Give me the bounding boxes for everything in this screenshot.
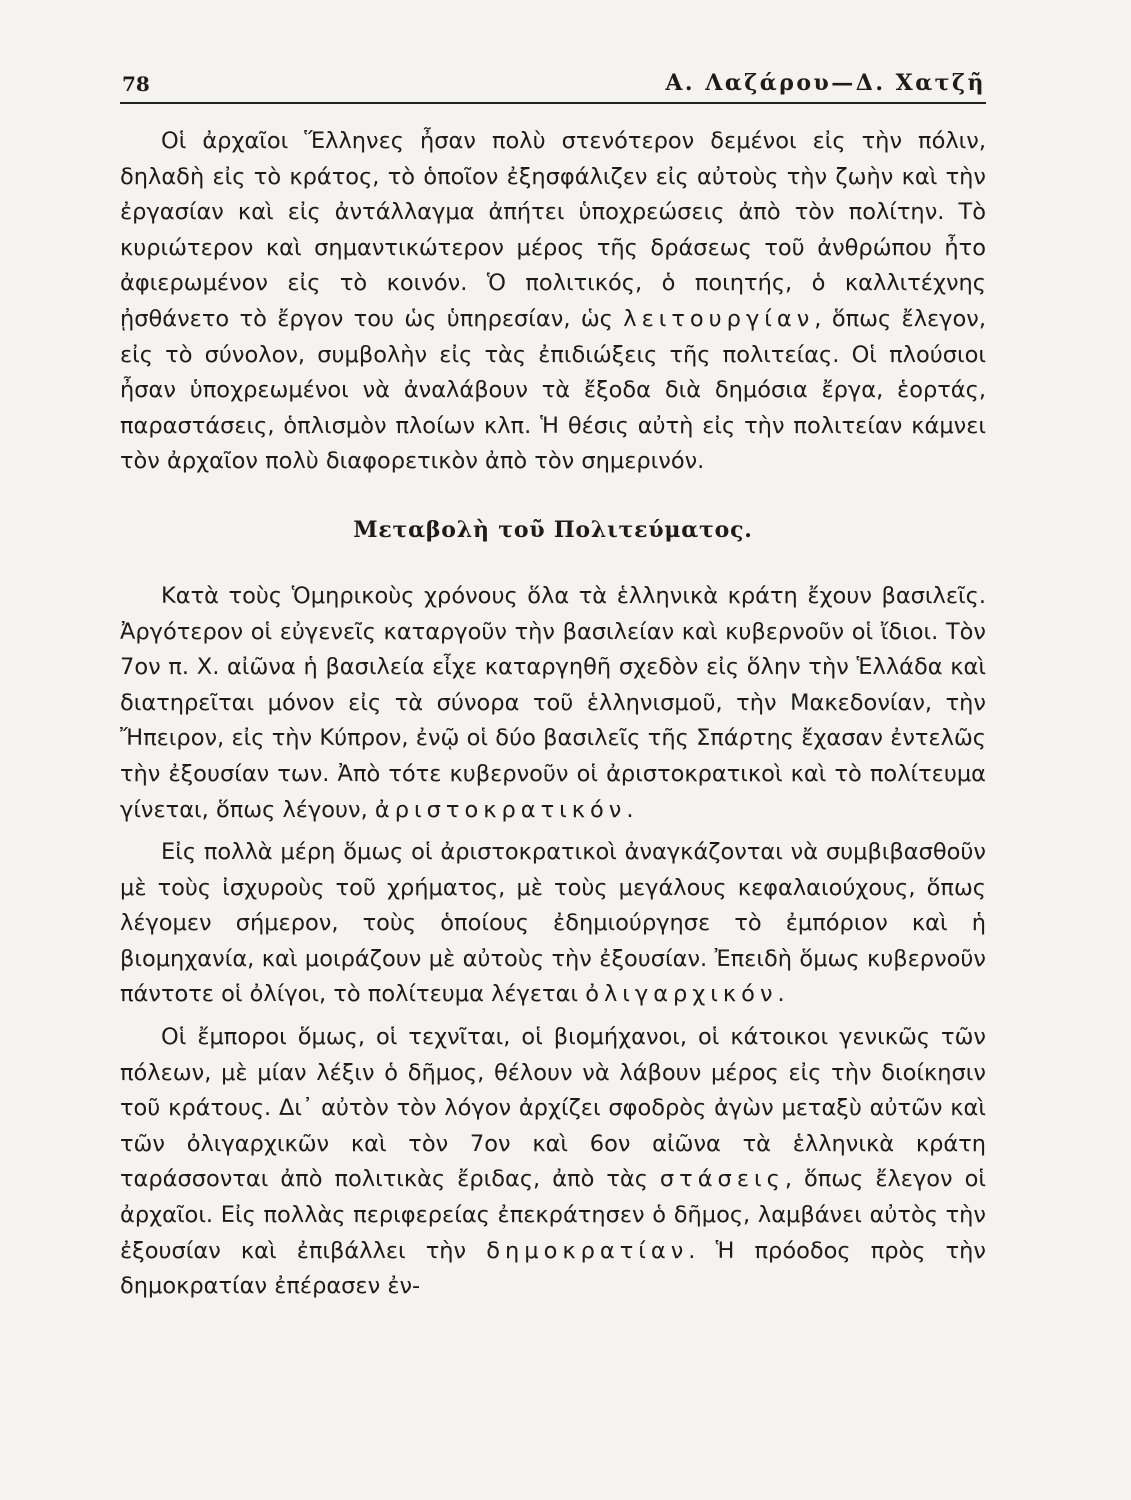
paragraph-text: Κατὰ τοὺς Ὁμηρικοὺς χρόνους ὅλα τὰ ἑλληνικὰ κράτη ἔχουν βασιλεῖς. Ἀργότερον οἱ εὐγενεῖς καταργοῦν τὴν βασιλείαν καὶ κυβερνοῦν οἱ ἴδιοι. Τὸν 7ον π. Χ. αἰῶνα ἡ βασιλεία εἶχε καταργηθῆ σχεδὸν εἰς ὅλην τὴν Ἑλλάδα καὶ διατηρεῖται μόνον εἰς τὰ σύνορα τοῦ ἑλληνισμοῦ, τὴν Μακεδονίαν, τὴν Ἤπειρον, εἰς τὴν Κύπρον, ἐνῷ οἱ δύο βασιλεῖς τῆς Σπάρτης ἔχασαν ἐντελῶς τὴν ἐξουσίαν των. Ἀπὸ τότε κυβερνοῦν οἱ ἀριστοκρατικοὶ καὶ τὸ πολίτευμα γίνεται, ὅπως λέγουν, [120, 582, 986, 823]
page-number: 78 [122, 72, 150, 96]
paragraph-democracy [120, 1020, 986, 1305]
running-head: Α. Λαζάρου—Δ. Χατζῆ [665, 70, 986, 96]
paragraph-text: Οἱ ἀρχαῖοι Ἕλληνες ἦσαν πολὺ στενότερον δεμένοι εἰς τὴν πόλιν, δηλαδὴ εἰς τὸ κράτος, τὸ ὁποῖον ἐξησφάλιζεν εἰς αὐτοὺς τὴν ζωὴν καὶ τὴν ἐργασίαν καὶ εἰς ἀντάλλαγμα ἀπήτει ὑποχρεώσεις ἀπὸ τὸν πολίτην. Τὸ κυριώτερον καὶ σημαντικώτερον μέρος τῆς δράσεως τοῦ ἀνθρώπου ἦτο ἀφιερωμένον εἰς τὸ κοινόν. Ὁ πολιτικός, ὁ ποιητής, ὁ καλλιτέχνης ᾐσθάνετο τὸ ἔργον του ὡς ὑπηρεσίαν, ὡς [120, 128, 986, 332]
section-heading: Μεταβολὴ τοῦ Πολιτεύματος. [353, 516, 753, 543]
paragraph-text: . [777, 981, 785, 1008]
page-header [120, 70, 986, 104]
paragraph-text: . Ἡ πρόοδος πρὸς τὴν δημοκρατίαν ἐπέρασεν ἐν- [120, 1237, 986, 1300]
spaced-emphasis-term: δημοκρατίαν [486, 1237, 689, 1264]
paragraph-citizens-and-state [120, 124, 986, 480]
paragraph-text: Οἱ ἔμποροι ὅμως, οἱ τεχνῖται, οἱ βιομήχανοι, οἱ κάτοικοι γενικῶς τῶν πόλεων, μὲ μίαν λέξιν ὁ δῆμος, θέλουν νὰ λάβουν μέρος εἰς τὴν διοίκησιν τοῦ κράτους. Δι᾿ αὐτὸν τὸν λόγον ἀρχίζει σφοδρὸς ἀγὼν μεταξὺ αὐτῶν καὶ τῶν ὀλιγαρχικῶν καὶ τὸν 7ον καὶ 6ον αἰῶνα τὰ ἑλληνικὰ κράτη ταράσσονται ἀπὸ πολιτικὰς ἔριδας, ἀπὸ τὰς [120, 1024, 986, 1193]
paragraph-text: Εἰς πολλὰ μέρη ὅμως οἱ ἀριστοκρατικοὶ ἀναγκάζονται νὰ συμβιβασθοῦν μὲ τοὺς ἰσχυροὺς τοῦ χρήματος, μὲ τοὺς μεγάλους κεφαλαιούχους, ὅπως λέγομεν σήμερον, τοὺς ὁποίους ἐδημιούργησε τὸ ἐμπόριον καὶ ἡ βιομηχανία, καὶ μοιράζουν μὲ αὐτοὺς τὴν ἐξουσίαν. Ἐπειδὴ ὅμως κυβερνοῦν πάντοτε οἱ ὀλίγοι, τὸ πολίτευμα λέγεται [120, 839, 986, 1008]
paragraph-text: . [626, 796, 634, 823]
spaced-emphasis-term: λειτουργίαν [623, 305, 815, 332]
paragraph-text: , ὅπως ἔλεγον, εἰς τὸ σύνολον, συμβολὴν εἰς τὰς ἐπιδιώξεις τῆς πολιτείας. Οἱ πλούσιοι ἦσαν ὑποχρεωμένοι νὰ ἀναλάβουν τὰ ἔξοδα διὰ δημόσια ἔργα, ἑορτάς, παραστάσεις, ὁπλισμὸν πλοίων κλπ. Ἡ θέσις αὐτὴ εἰς τὴν πολιτείαν κάμνει τὸν ἀρχαῖον πολὺ διαφορετικὸν ἀπὸ τὸν σημερινόν. [120, 305, 986, 475]
body-text [120, 124, 986, 1305]
spaced-emphasis-term: στάσεις [659, 1166, 785, 1193]
paragraph-monarchy-to-aristocracy [120, 579, 986, 828]
paragraph-oligarchy [120, 835, 986, 1013]
paragraph-text: , ὅπως ἔλεγον οἱ ἀρχαῖοι. Εἰς πολλὰς περιφερείας ἐπεκράτησεν ὁ δῆμος, λαμβάνει αὐτὸς τὴν ἐξουσίαν καὶ ἐπιβάλλει τὴν [120, 1166, 986, 1264]
spaced-emphasis-term: ὀλιγαρχικόν [585, 981, 778, 1008]
spaced-emphasis-term: ἀριστοκρατικόν [374, 796, 627, 823]
